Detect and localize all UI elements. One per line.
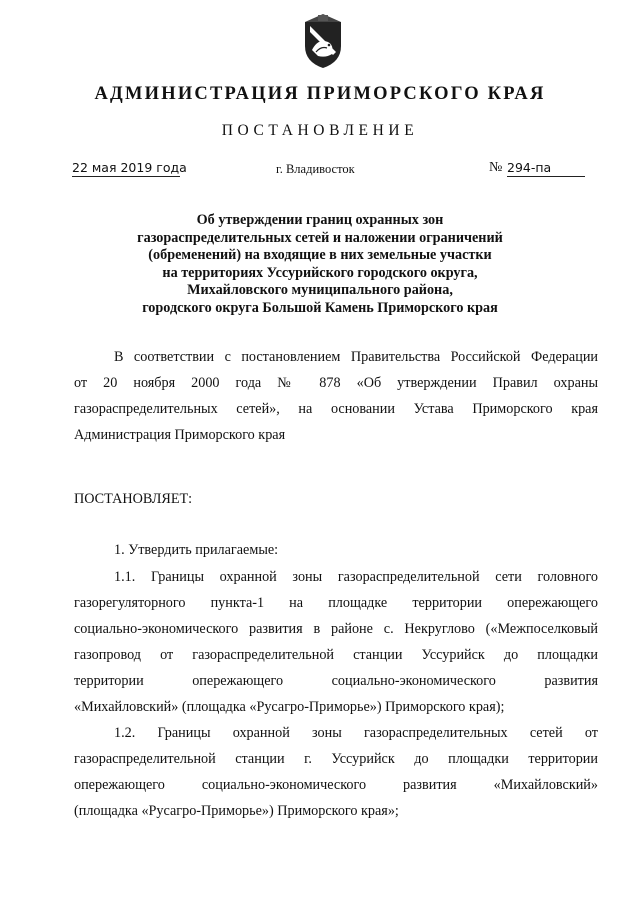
subject-line: (обременений) на входящие в них земельные участки xyxy=(148,247,492,263)
resolves-heading xyxy=(74,486,598,512)
item-1-text: 1. Утвердить прилагаемые: xyxy=(114,542,279,558)
item-1-2-line: 1.2. Границы охранной зоны газораспределительных сетей от xyxy=(114,725,598,741)
item-1 xyxy=(74,537,598,563)
coat-of-arms-icon xyxy=(300,12,346,70)
item-1-1-line: газорегуляторного пункта-1 на площадке территории опережающего xyxy=(74,595,598,611)
document-city: г. Владивосток xyxy=(276,162,355,176)
number-label: № xyxy=(489,160,503,175)
preamble-line: В соответствии с постановлением Правительства Российской Федерации xyxy=(114,349,598,365)
subject-line: городского округа Большой Камень Приморского края xyxy=(142,299,498,316)
preamble-line: от 20 ноября 2000 года № 878 «Об утверждении Правил охраны xyxy=(74,375,598,391)
document-date: 22 мая 2019 года xyxy=(72,160,187,175)
item-1-1-line: «Михайловский» (площадка «Русагро-Приморье») Приморского края); xyxy=(74,699,505,715)
preamble-line: Администрация Приморского края xyxy=(74,427,286,443)
document-subject xyxy=(70,212,570,317)
organization-title: АДМИНИСТРАЦИЯ ПРИМОРСКОГО КРАЯ xyxy=(94,84,546,104)
document-number: 294-па xyxy=(507,160,585,177)
item-1-1-line: территории опережающего социально-экономического развития xyxy=(74,673,598,689)
item-1-2-line: опережающего социально-экономического развития «Михайловский» xyxy=(74,777,598,793)
item-1-1-line: газопровод от газораспределительной станции Уссурийск до площадки xyxy=(74,647,598,663)
item-1-2 xyxy=(74,720,598,824)
preamble-paragraph xyxy=(74,344,598,448)
subject-line: Об утверждении границ охранных зон xyxy=(196,212,444,228)
item-1-2-line: (площадка «Русагро-Приморье») Приморского края»; xyxy=(74,803,399,819)
subject-line: на территориях Уссурийского городского округа, xyxy=(162,264,478,281)
subject-line: газораспределительных сетей и наложении ограничений xyxy=(137,229,503,246)
item-1-2-line: газораспределительной станции г. Уссурийск до площадки территории xyxy=(74,751,598,767)
subject-line: Михайловского муниципального района, xyxy=(187,282,453,298)
item-1-1-line: 1.1. Границы охранной зоны газораспределительной сети головного xyxy=(114,569,598,585)
item-1-1-line: социально-экономического развития в районе с. Некруглово («Межпоселковый xyxy=(74,621,598,637)
item-1-1 xyxy=(74,564,598,720)
preamble-line: газораспределительных сетей», на основании Устава Приморского края xyxy=(74,401,598,417)
resolves-text: ПОСТАНОВЛЯЕТ: xyxy=(74,491,193,507)
document-type: ПОСТАНОВЛЕНИЕ xyxy=(221,122,419,139)
